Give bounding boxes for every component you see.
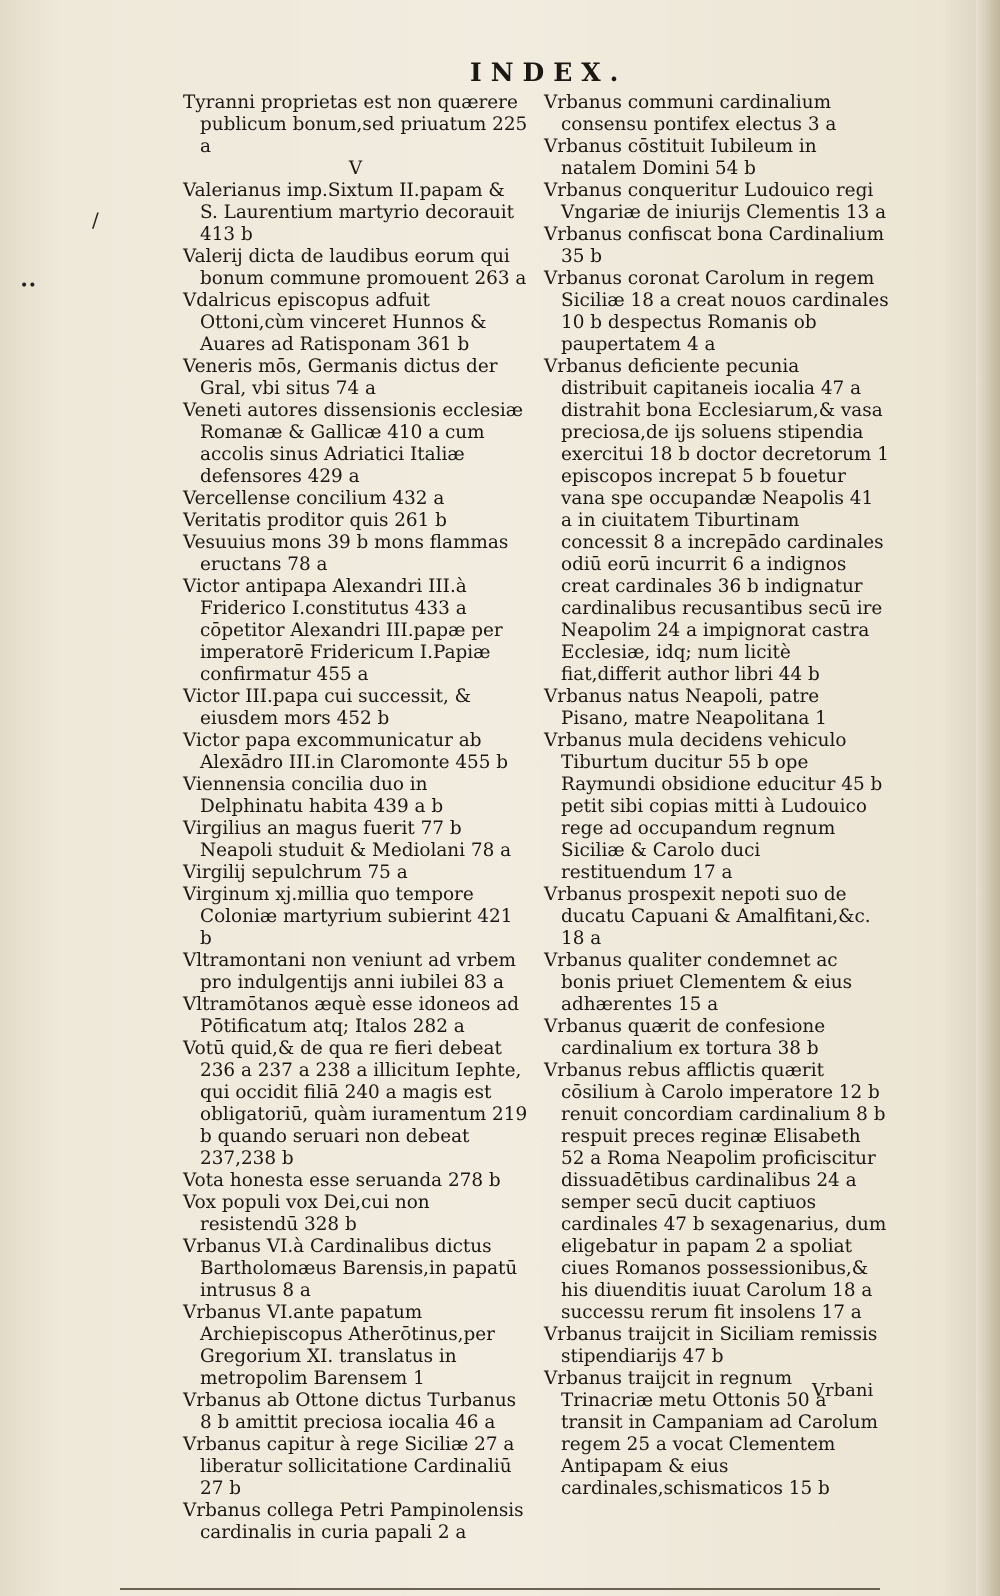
index-entry: Victor papa excommunicatur ab Alexādro III.in Claromonte 455 b <box>183 730 509 773</box>
index-entry: Vrbanus deficiente pecunia distribuit capitaneis iocalia 47 a distrahit bona Ecclesiarum,& vasa preciosa,de ijs soluens stipendia exercitui 18 b doctor decretorum 1 episcopos increpat 5 b fouetur vana spe occupandæ Neapolis 41 a in ciuitatem Tiburtinam concessit 8 a increpādo cardinales odiū eorū incurrit 6 a indignos creat cardinales 36 b indignatur cardinalibus recusantibus secū ire Neapolim 24 a impignorat castra Ecclesiæ, idq; num licitè fiat,differit author libri 44 b <box>544 356 889 685</box>
index-entry: Veneris mōs, Germanis dictus der Gral, vbi situs 74 a <box>183 356 498 399</box>
index-entry: Virginum xj.millia quo tempore Coloniæ martyrium subierint 421 b <box>183 884 513 949</box>
index-entry: Votū quid,& de qua re fieri debeat 236 a 237 a 238 a illicitum Iephte, qui occidit filiā 240 a magis est obligatoriū, quàm iuramentum 219 b quando seruari non debeat 237,238 b <box>183 1038 528 1169</box>
index-entry: Vrbanus VI.ante papatum Archiepiscopus Atherōtinus,per Gregorium XI. translatus in metropolim Barensem 1 <box>183 1302 495 1389</box>
index-entry: Veneti autores dissensionis ecclesiæ Romanæ & Gallicæ 410 a cum accolis sinus Adriatici Italiæ defensores 429 a <box>183 400 524 487</box>
index-entry: Vesuuius mons 39 b mons flammas eructans 78 a <box>183 532 509 575</box>
index-entry: Victor antipapa Alexandri III.à Friderico I.constitutus 433 a cōpetitor Alexandri III.papæ per imperatorē Fridericum I.Papiæ confirmatur 455 a <box>183 576 503 685</box>
index-entry: Valerianus imp.Sixtum II.papam & S. Laurentium martyrio decorauit 413 b <box>183 180 515 245</box>
page-edge <box>976 0 1000 1596</box>
index-entry: Vrbanus collega Petri Pampinolensis cardinalis in curia papali 2 a <box>183 1500 524 1543</box>
index-column-right <box>544 92 889 1500</box>
index-entry: Vrbanus traijcit in Siciliam remissis stipendiarijs 47 b <box>544 1324 878 1367</box>
index-entry: Vrbanus communi cardinalium consensu pontifex electus 3 a <box>544 92 837 135</box>
index-entry: Vox populi vox Dei,cui non resistendū 328 b <box>183 1192 430 1235</box>
index-entry: Vrbanus prospexit nepoti suo de ducatu Capuani & Amalfitani,&c. 18 a <box>544 884 871 949</box>
index-entry: Vrbanus cōstituit Iubileum in natalem Domini 54 b <box>544 136 817 179</box>
index-entry: Virgilius an magus fuerit 77 b Neapoli studuit & Mediolani 78 a <box>183 818 512 861</box>
index-entry: Vrbanus coronat Carolum in regem Siciliæ 18 a creat nouos cardinales 10 b despectus Romanis ob paupertatem 4 a <box>544 268 889 355</box>
index-entry: Vrbanus conqueritur Ludouico regi Vngariæ de iniurijs Clementis 13 a <box>544 180 887 223</box>
index-entry: Valerij dicta de laudibus eorum qui bonum commune promouent 263 a <box>183 246 527 289</box>
index-entry: Vrbanus mula decidens vehiculo Tiburtum ducitur 55 b ope Raymundi obsidione educitur 45 b petit sibi copias mitti à Ludouico rege ad occupandum regnum Siciliæ & Carolo duci restituendum 17 a <box>544 730 883 883</box>
section-letter: V <box>348 158 363 179</box>
index-entry: Vercellense concilium 432 a <box>183 488 445 509</box>
index-entry: Viennensia concilia duo in Delphinatu habita 439 a b <box>183 774 444 817</box>
index-entry: Vrbanus capitur à rege Siciliæ 27 a liberatur sollicitatione Cardinaliū 27 b <box>183 1434 515 1499</box>
index-entry: Vrbanus natus Neapoli, patre Pisano, matre Neapolitana 1 <box>544 686 827 729</box>
bottom-rule <box>120 1588 880 1590</box>
index-entry: Vdalricus episcopus adfuit Ottoni,cùm vinceret Hunnos & Auares ad Ratisponam 361 b <box>183 290 487 355</box>
index-entry: Vrbanus qualiter condemnet ac bonis priuet Clementem & eius adhærentes 15 a <box>544 950 853 1015</box>
index-entry: Vrbanus quærit de confesione cardinalium ex tortura 38 b <box>544 1016 826 1059</box>
ink-dots: •• <box>20 278 37 294</box>
index-entry: Vrbanus ab Ottone dictus Turbanus 8 b amittit preciosa iocalia 46 a <box>183 1390 517 1433</box>
index-entry: Vrbanus rebus afflictis quærit cōsilium à Carolo imperatore 12 b renuit concordiam cardinalium 8 b respuit preces reginæ Elisabeth 52 a Roma Neapolim proficiscitur dissuadētibus cardinalibus 24 a semper secū ducit captiuos cardinales 47 b sexagenarius, dum eligebatur in papam 2 a spoliat ciues Romanos possessionibus,& his diuenditis iuuat Carolum 18 a successu rerum fit insolens 17 a <box>544 1060 887 1323</box>
catchword: Vrbani <box>812 1380 874 1401</box>
index-entry: Vota honesta esse seruanda 278 b <box>183 1170 501 1191</box>
index-entry: Vltramōtanos æquè esse idoneos ad Pōtificatum atq; Italos 282 a <box>183 994 520 1037</box>
ink-mark: / <box>92 208 99 232</box>
index-entry: Tyranni proprietas est non quærere publicum bonum,sed priuatum 225 a <box>183 92 528 157</box>
index-entry: Vrbanus confiscat bona Cardinalium 35 b <box>544 224 885 267</box>
index-entry: Vrbanus traijcit in regnum Trinacriæ metu Ottonis 50 a transit in Campaniam ad Carolum regem 25 a vocat Clementem Antipapam & eius cardinales,schismaticos 15 b <box>544 1368 878 1499</box>
index-entry: Virgilij sepulchrum 75 a <box>183 862 408 883</box>
page-header: INDEX. <box>470 58 628 87</box>
index-entry: Veritatis proditor quis 261 b <box>183 510 447 531</box>
index-entry: Vltramontani non veniunt ad vrbem pro indulgentijs anni iubilei 83 a <box>183 950 516 993</box>
index-entry: Victor III.papa cui successit, & eiusdem mors 452 b <box>183 686 472 729</box>
index-column-left <box>183 92 528 1544</box>
index-entry: Vrbanus VI.à Cardinalibus dictus Bartholomæus Barensis,in papatū intrusus 8 a <box>183 1236 518 1301</box>
